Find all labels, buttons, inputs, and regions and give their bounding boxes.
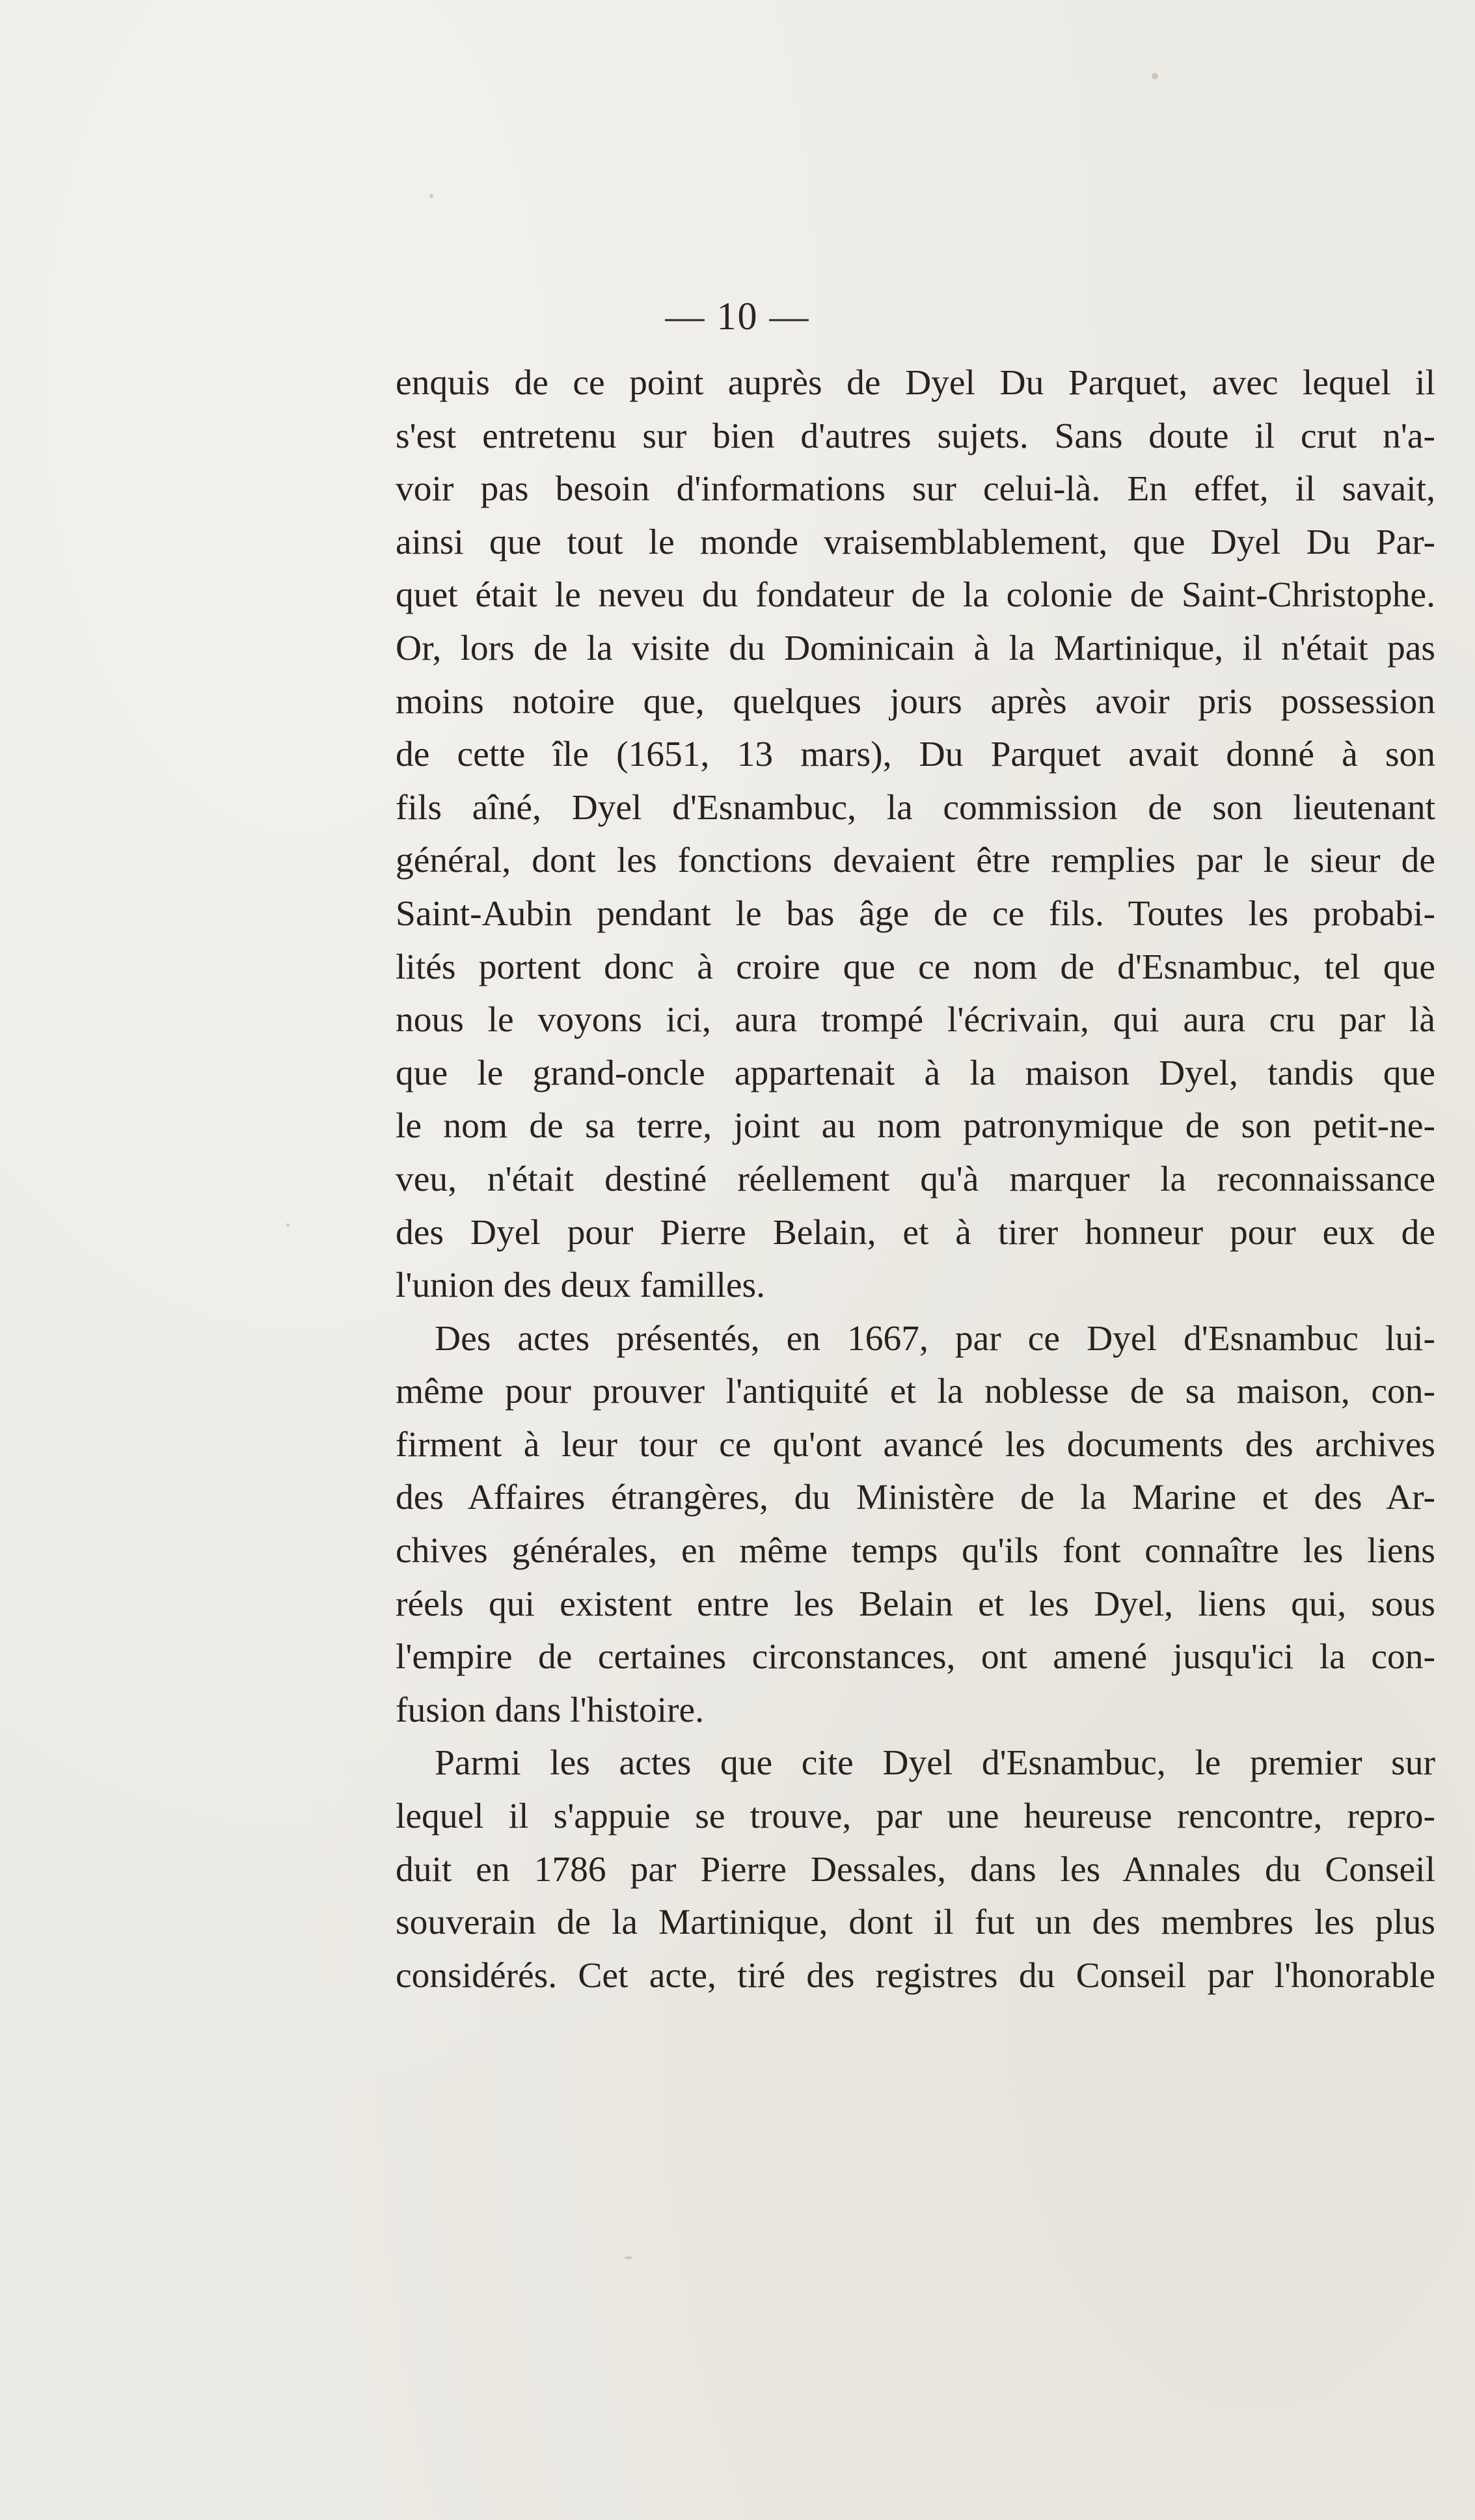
- page-number: — 10 —: [665, 295, 810, 338]
- paper-speck: [1152, 73, 1158, 79]
- text-line: même pour prouver l'antiquité et la noblesse de sa maison, con-: [396, 1372, 1435, 1412]
- text-line: des Affaires étrangères, du Ministère de la Marine et des Ar-: [396, 1478, 1435, 1518]
- text-line: Des actes présentés, en 1667, par ce Dyel d'Esnambuc lui-: [435, 1318, 1435, 1359]
- paper-speck: [429, 194, 433, 198]
- text-line: s'est entretenu sur bien d'autres sujets. Sans doute il crut n'a-: [396, 416, 1435, 456]
- paper-speck: [625, 2256, 632, 2259]
- text-line: considérés. Cet acte, tiré des registres du Conseil par l'honorable: [396, 1955, 1435, 1996]
- text-line: voir pas besoin d'informations sur celui-là. En effet, il savait,: [396, 469, 1435, 509]
- text-line: moins notoire que, quelques jours après avoir pris possession: [396, 681, 1435, 722]
- text-line: lités portent donc à croire que ce nom de d'Esnambuc, tel que: [396, 947, 1435, 987]
- text-line: Or, lors de la visite du Dominicain à la Martinique, il n'était pas: [396, 628, 1435, 668]
- text-line: fusion dans l'histoire.: [396, 1690, 704, 1730]
- text-line: quet était le neveu du fondateur de la colonie de Saint-Christophe.: [396, 575, 1435, 616]
- text-line: Parmi les actes que cite Dyel d'Esnambuc, le premier sur: [435, 1743, 1435, 1783]
- text-line: souverain de la Martinique, dont il fut un des membres les plus: [396, 1903, 1435, 1943]
- text-line: duit en 1786 par Pierre Dessales, dans les Annales du Conseil: [396, 1849, 1435, 1890]
- text-line: l'union des deux familles.: [396, 1266, 765, 1306]
- text-line: fils aîné, Dyel d'Esnambuc, la commission de son lieutenant: [396, 787, 1435, 828]
- text-line: enquis de ce point auprès de Dyel Du Parquet, avec lequel il: [396, 363, 1435, 403]
- text-line: firment à leur tour ce qu'ont avancé les documents des archives: [396, 1424, 1435, 1465]
- text-line: des Dyel pour Pierre Belain, et à tirer honneur pour eux de: [396, 1212, 1435, 1253]
- text-line: général, dont les fonctions devaient être remplies par le sieur de: [396, 841, 1435, 881]
- text-line: veu, n'était destiné réellement qu'à marquer la reconnaissance: [396, 1159, 1435, 1199]
- text-line: ainsi que tout le monde vraisemblablement, que Dyel Du Par-: [396, 522, 1435, 562]
- text-line: nous le voyons ici, aura trompé l'écrivain, qui aura cru par là: [396, 1000, 1435, 1040]
- text-line: de cette île (1651, 13 mars), Du Parquet avait donné à son: [396, 735, 1435, 775]
- text-line: Saint-Aubin pendant le bas âge de ce fils. Toutes les probabi-: [396, 893, 1435, 934]
- text-line: que le grand-oncle appartenait à la maison Dyel, tandis que: [396, 1053, 1435, 1093]
- text-line: le nom de sa terre, joint au nom patronymique de son petit-ne-: [396, 1106, 1435, 1146]
- body-text: [396, 357, 1435, 2002]
- text-line: lequel il s'appuie se trouve, par une heureuse rencontre, repro-: [396, 1796, 1435, 1837]
- text-line: l'empire de certaines circonstances, ont amené jusqu'ici la con-: [396, 1637, 1435, 1677]
- paper-speck: [286, 1223, 290, 1226]
- text-line: réels qui existent entre les Belain et les Dyel, liens qui, sous: [396, 1584, 1435, 1624]
- text-line: chives générales, en même temps qu'ils font connaître les liens: [396, 1531, 1435, 1571]
